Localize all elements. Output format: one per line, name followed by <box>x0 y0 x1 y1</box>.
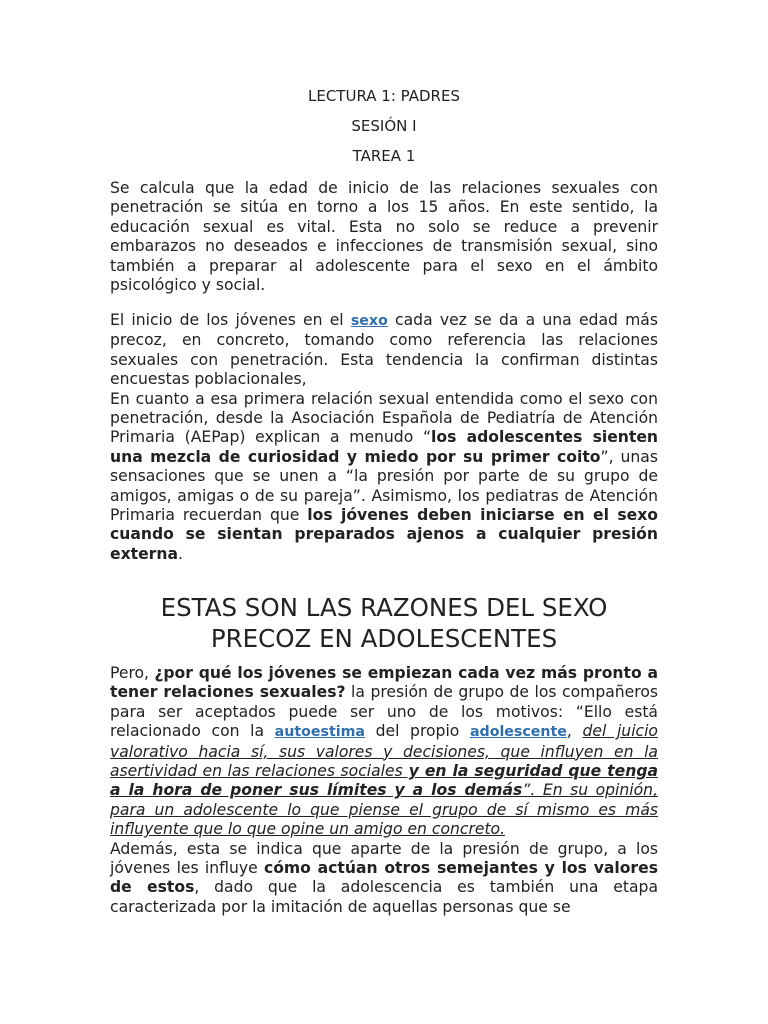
paragraph-2-text-b: cada vez se da a una edad más precoz, en concreto, tomando como referencia las relaciones sexuales con penetración. Esta tendencia la confirman distintas encuestas poblacionales, <box>110 311 658 389</box>
paragraph-2 <box>110 311 658 390</box>
paragraph-5-bold: cómo actúan otros semejantes y los valores de estos <box>110 859 658 897</box>
paragraph-5-text-b: , dado que la adolescencia es también una etapa caracterizada por la imitación de aquellas personas que se <box>110 878 658 916</box>
paragraph-4 <box>110 664 658 840</box>
paragraph-4-italic-2: ”. En su opinión, para un adolescente lo que piense el grupo de sí mismo es más influyente que lo que opine un amigo en concreto. <box>110 781 658 839</box>
section-heading <box>110 592 658 654</box>
sexo-link[interactable]: sexo <box>350 313 388 329</box>
paragraph-3-bold-2: los jóvenes deben iniciarse en el sexo cuando se sientan preparados ajenos a cualquier presión externa <box>110 506 658 563</box>
paragraph-3-bold-1: los adolescentes sienten una mezcla de curiosidad y miedo por su primer coito <box>110 428 659 466</box>
paragraph-intro-text: Se calcula que la edad de inicio de las relaciones sexuales con penetración se sitúa en torno a los 15 años. En este sentido, la educación sexual es vital. Esta no solo se reduce a prevenir embarazos no deseados e infecciones de transmisión sexual, sino también a preparar al adolescente para el sexo en el ámbito psicológico y social. <box>110 179 658 295</box>
adolescente-link[interactable]: adolescente <box>469 724 567 741</box>
paragraph-4-question: ¿por qué los jóvenes se empiezan cada vez más pronto a tener relaciones sexuales? <box>110 664 659 702</box>
paragraph-4-italic-1: del juicio valorativo hacia sí, sus valores y decisiones, que influyen en la asertividad en las relaciones sociales <box>110 722 658 781</box>
paragraph-4-text-b: la presión de grupo de los compañeros para ser aceptados puede ser uno de los motivos: “Ello está relacionado con la <box>110 683 658 741</box>
section-heading-line-1: ESTAS SON LAS RAZONES DEL SEXO <box>160 593 608 622</box>
paragraph-section <box>110 311 658 564</box>
paragraph-4-text-d: , <box>566 722 583 741</box>
paragraph-4-bold-italic: y en la seguridad que tenga a la hora de poner sus límites y a los demás <box>110 762 659 800</box>
task-label: TAREA 1 <box>352 147 416 165</box>
autoestima-link[interactable]: autoestima <box>274 724 365 741</box>
paragraph-2-text-a: El inicio de los jóvenes en el <box>110 311 351 329</box>
paragraph-intro <box>110 179 658 295</box>
paragraph-section-2 <box>110 664 658 917</box>
session-label: SESIÓN I <box>351 117 417 135</box>
paragraph-5 <box>110 840 658 918</box>
paragraph-3-text-a: En cuanto a esa primera relación sexual entendida como el sexo con penetración, desde la Asociación Española de Pediatría de Atención Primaria (AEPap) explican a menudo “ <box>110 389 658 447</box>
section-heading-line-2: PRECOZ EN ADOLESCENTES <box>210 624 558 653</box>
paragraph-3-text-c: . <box>177 544 183 563</box>
paragraph-4-text-a: Pero, <box>110 664 155 682</box>
paragraph-5-text-a: Además, esta se indica que aparte de la presión de grupo, a los jóvenes les influye <box>110 839 658 878</box>
paragraph-3-text-b: ”, unas sensaciones que se unen a “la presión por parte de su grupo de amigos, amigas o de su pareja”. Asimismo, los pediatras de Atención Primaria recuerdan que <box>110 447 658 525</box>
paragraph-3 <box>110 390 658 565</box>
paragraph-4-text-c: del propio <box>364 722 470 741</box>
document-title: LECTURA 1: PADRES <box>308 87 460 105</box>
